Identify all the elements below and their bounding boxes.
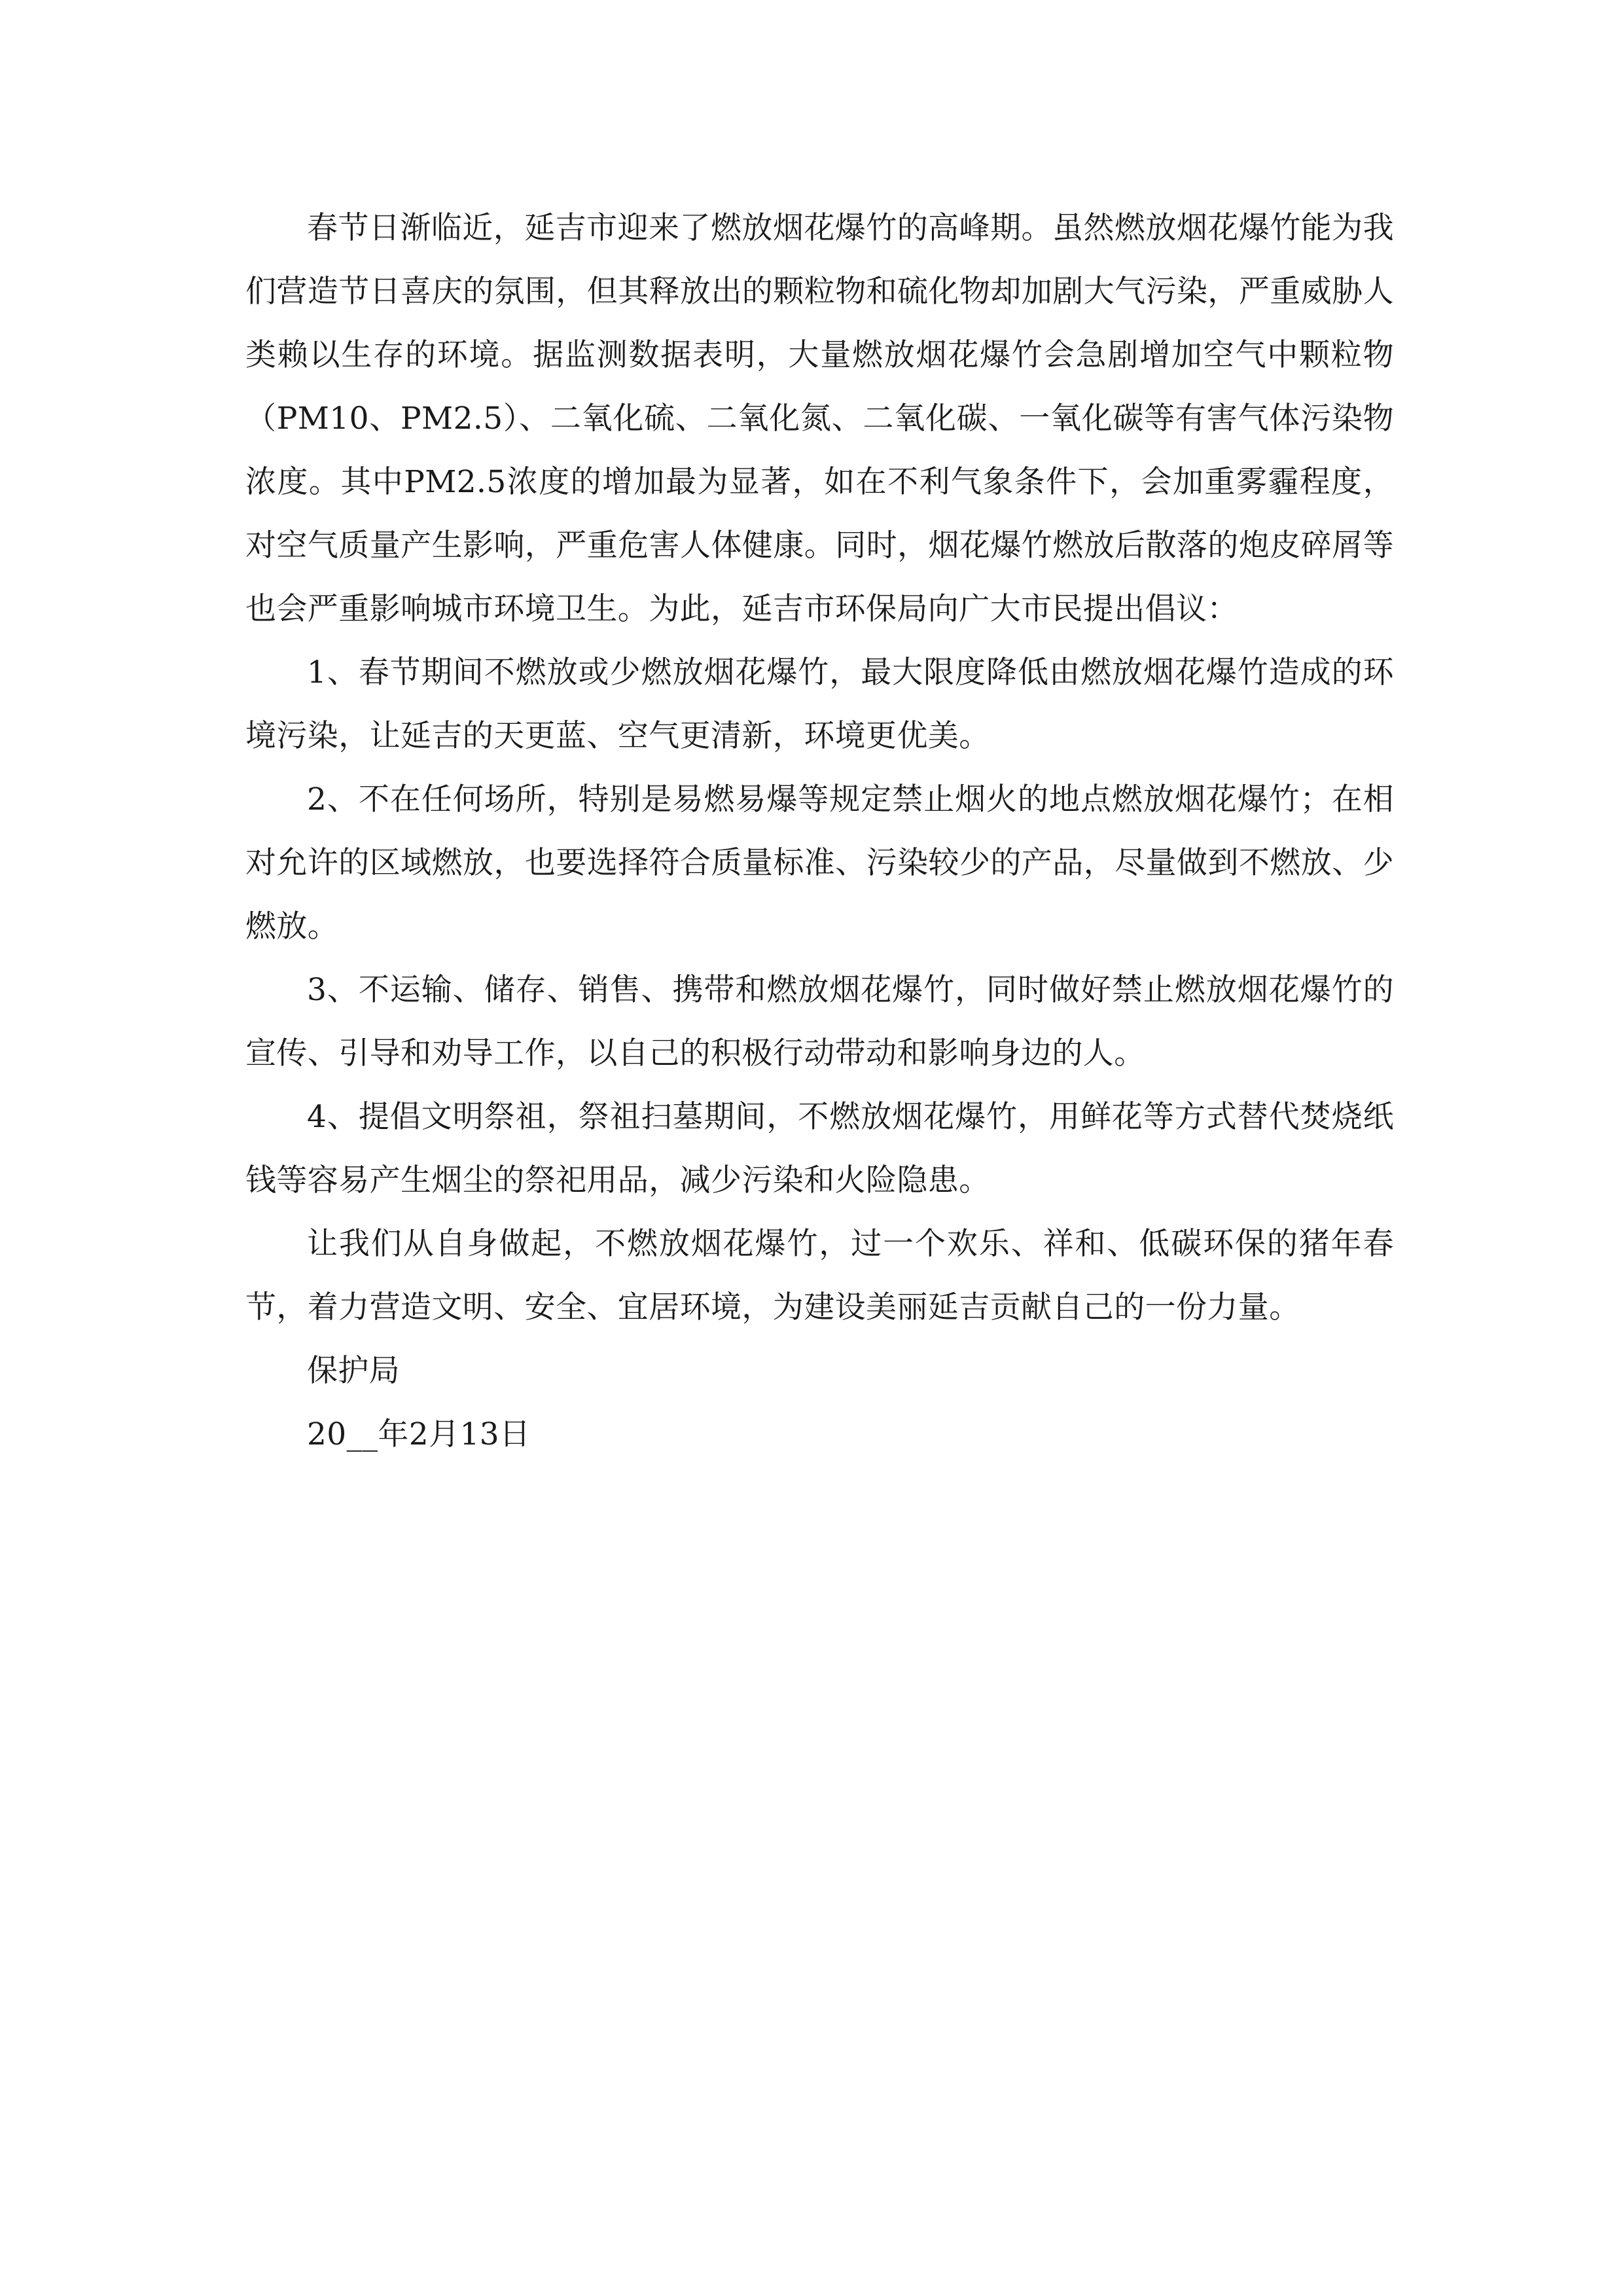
document-date: 20__年2月13日 <box>307 1416 531 1452</box>
document-body <box>245 196 1394 1466</box>
intro-paragraph: 春节日渐临近，延吉市迎来了燃放烟花爆竹的高峰期。虽然燃放烟花爆竹能为我们营造节日喜庆的氛围，但其释放出的颗粒物和硫化物却加剧大气污染，严重威胁人类赖以生存的环境。据监测数据表明，大量燃放烟花爆竹会急剧增加空气中颗粒物（PM10、PM2.5）、二氧化硫、二氧化氮、二氧化碳、一氧化碳等有害气体污染物浓度。其中PM2.5浓度的增加最为显著，如在不利气象条件下，会加重雾霾程度，对空气质量产生影响，严重危害人体健康。同时，烟花爆竹燃放后散落的炮皮碎屑等也会严重影响城市环境卫生。为此，延吉市环保局向广大市民提出倡议： <box>245 210 1394 627</box>
proposal-item-3: 3、不运输、储存、销售、携带和燃放烟花爆竹，同时做好禁止燃放烟花爆竹的宣传、引导和劝导工作，以自己的积极行动带动和影响身边的人。 <box>245 972 1394 1071</box>
proposal-item-1: 1、春节期间不燃放或少燃放烟花爆竹，最大限度降低由燃放烟花爆竹造成的环境污染，让延吉的天更蓝、空气更清新，环境更优美。 <box>245 655 1394 754</box>
proposal-item-4: 4、提倡文明祭祖，祭祖扫墓期间，不燃放烟花爆竹，用鲜花等方式替代焚烧纸钱等容易产生烟尘的祭祀用品，减少污染和火险隐患。 <box>245 1099 1394 1198</box>
signature: 保护局 <box>307 1353 401 1389</box>
closing-paragraph: 让我们从自身做起，不燃放烟花爆竹，过一个欢乐、祥和、低碳环保的猪年春节，着力营造文明、安全、宜居环境，为建设美丽延吉贡献自己的一份力量。 <box>245 1226 1394 1325</box>
proposal-item-2: 2、不在任何场所，特别是易燃易爆等规定禁止烟火的地点燃放烟花爆竹；在相对允许的区域燃放，也要选择符合质量标准、污染较少的产品，尽量做到不燃放、少燃放。 <box>245 781 1394 944</box>
